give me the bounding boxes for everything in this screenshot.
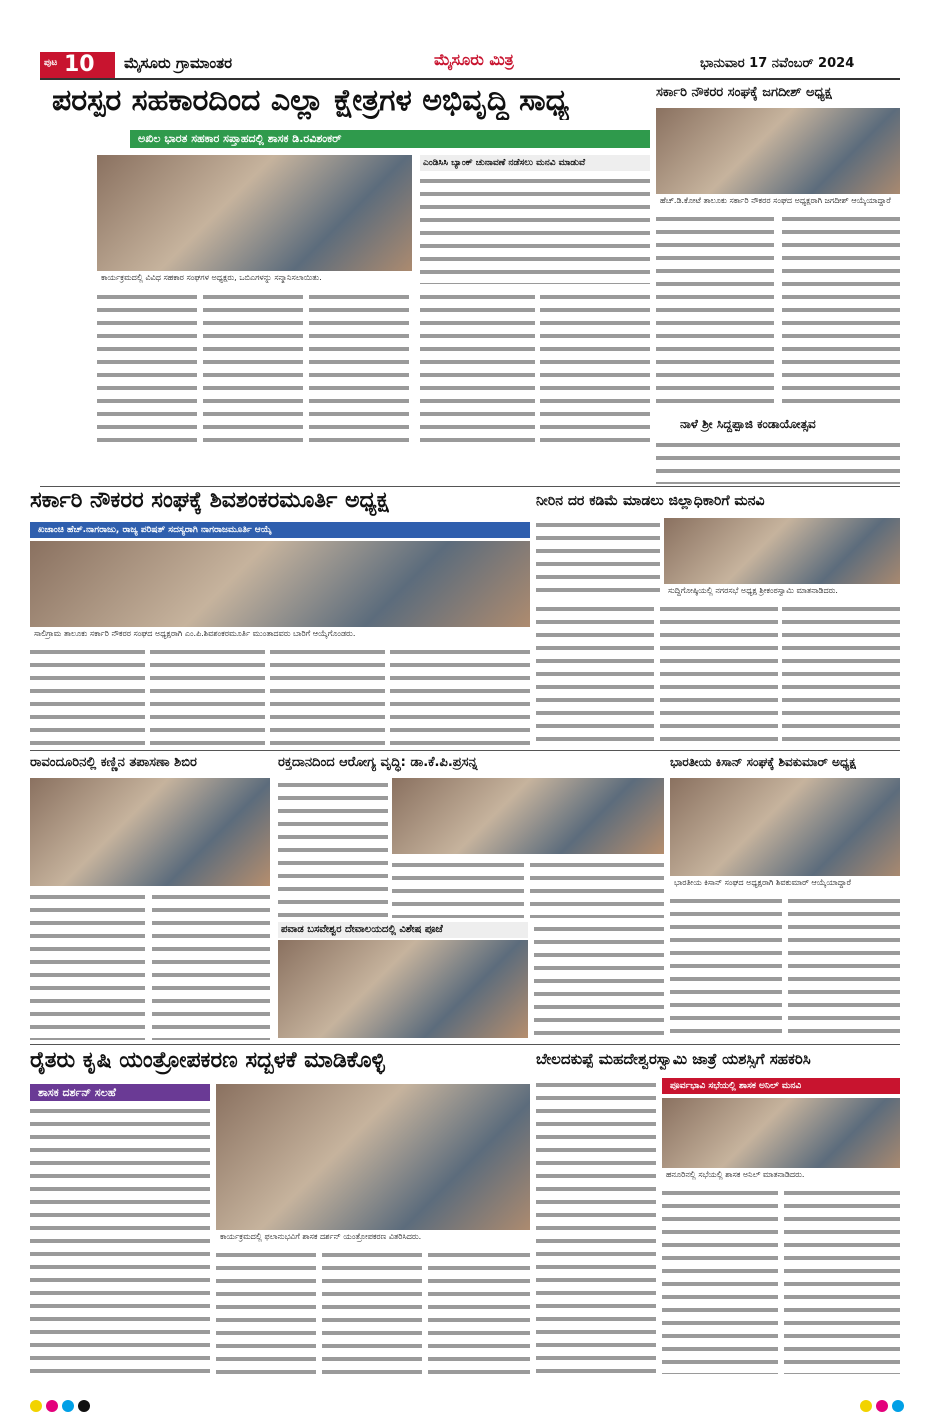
registration-mark-cyan-right <box>892 1400 904 1412</box>
text-a6-col2 <box>152 890 270 1040</box>
subhead-shivashankaramurthy: ಖಜಾಂಚಿ ಹೆಚ್.ನಾಗರಾಜು, ರಾಜ್ಯ ಪರಿಷತ್ ಸದಸ್ಯರಾಗಿ ನಾಗರಾಜಮೂರ್ತಿ ಆಯ್ಕೆ <box>30 522 530 538</box>
text-a8-col2 <box>788 894 900 1040</box>
registration-mark-yellow <box>30 1400 42 1412</box>
registration-mark-cyan <box>62 1400 74 1412</box>
caption-mahadeshwara-meeting: ಹನೂರಿನಲ್ಲಿ ಸಭೆಯಲ್ಲಿ ಶಾಸಕ ಅನಿಲ್ ಮಾತನಾಡಿದರು. <box>662 1168 900 1182</box>
text-a10-col3 <box>322 1248 422 1374</box>
text-a5-col1 <box>536 602 654 747</box>
registration-mark-black <box>78 1400 90 1412</box>
headline-siddappaji: ನಾಳೆ ಶ್ರೀ ಸಿದ್ದಪ್ಪಾಜಿ ಕಂಡಾಯೋತ್ಸವ <box>680 418 816 431</box>
text-a10-col1 <box>30 1104 210 1374</box>
subhead-agri-machinery: ಶಾಸಕ ದರ್ಶನ್ ಸಲಹೆ <box>30 1084 210 1101</box>
headline-basaveshwara: ಪವಾಡ ಬಸವೇಶ್ವರ ದೇವಾಲಯದಲ್ಲಿ ವಿಶೇಷ ಪೂಜೆ <box>278 922 528 938</box>
sidebar-title-mdcc: ಎಂಡಿಸಿಸಿ ಬ್ಯಾಂಕ್ ಚುನಾವಣೆ ನಡೆಸಲು ಮನವಿ ಮಾಡುವೆ <box>420 155 650 171</box>
text-a4-col3 <box>270 645 385 745</box>
text-a7-col3 <box>530 858 664 918</box>
text-column-1 <box>97 290 197 450</box>
divider-3 <box>30 1044 900 1045</box>
text-a4-col4 <box>390 645 530 745</box>
caption-shivashankaramurthy: ಸಾಲಿಗ್ರಾಮ ತಾಲೂಕು ಸರ್ಕಾರಿ ನೌಕರರ ಸಂಘದ ಅಧ್ಯಕ್ಷರಾಗಿ ಎಂ.ಪಿ.ಶಿವಶಂಕರಮೂರ್ತಿ ಮುಂತಾದವರು ಬಾರಿಗೆ ಆಯ್ಕೆಗೊಂಡರು. <box>30 627 530 641</box>
text-column-4 <box>420 290 535 450</box>
caption-cooperation: ಕಾರ್ಯಕ್ರಮದಲ್ಲಿ ವಿವಿಧ ಸಹಕಾರ ಸಂಘಗಳ ಅಧ್ಯಕ್ಷರು, ಒಬಿಎಗಳನ್ನು ಸನ್ಮಾನಿಸಲಾಯಿತು. <box>97 271 412 285</box>
divider-1 <box>40 486 900 487</box>
text-a4-col2 <box>150 645 265 745</box>
headline-mahadeshwara-jatre: ಬೇಲದಕುಪ್ಪೆ ಮಹದೇಶ್ವರಸ್ವಾಮಿ ಜಾತ್ರೆ ಯಶಸ್ಸಿಗೆ ಸಹಕರಿಸಿ <box>536 1052 811 1068</box>
text-a4-col1 <box>30 645 145 745</box>
headline-jagadish: ಸರ್ಕಾರಿ ನೌಕರರ ಸಂಘಕ್ಕೆ ಜಗದೀಶ್ ಅಧ್ಯಕ್ಷ <box>656 86 832 100</box>
text-column-3 <box>309 290 409 450</box>
caption-agri-machinery: ಕಾರ್ಯಕ್ರಮದಲ್ಲಿ ಫಲಾನುಭವಿಗೆ ಶಾಸಕ ದರ್ಶನ್ ಯಂತ್ರೋಪಕರಣ ವಿತರಿಸಿದರು. <box>216 1230 530 1244</box>
text-a6-col1 <box>30 890 145 1040</box>
headline-cooperation: ಪರಸ್ಪರ ಸಹಕಾರದಿಂದ ಎಲ್ಲಾ ಕ್ಷೇತ್ರಗಳ ಅಭಿವೃದ್ಧಿ ಸಾಧ್ಯ <box>52 86 570 118</box>
subhead-cooperation: ಅಖಿಲ ಭಾರತ ಸಹಕಾರ ಸಪ್ತಾಹದಲ್ಲಿ ಶಾಸಕ ಡಿ.ರವಿಶಂಕರ್ <box>130 130 650 148</box>
text-a9 <box>534 922 664 1038</box>
section-title: ಮೈಸೂರು ಗ್ರಾಮಾಂತರ <box>124 54 233 72</box>
photo-water-rate <box>664 518 900 598</box>
text-a11-col1 <box>536 1078 656 1374</box>
text-a8-col1 <box>670 894 782 1040</box>
page-number-badge <box>40 52 115 78</box>
caption-jagadish: ಹೆಚ್.ಡಿ.ಕೋಟೆ ತಾಲೂಕು ಸರ್ಕಾರಿ ನೌಕರರ ಸಂಘದ ಅಧ್ಯಕ್ಷರಾಗಿ ಜಗದೀಶ್ ಆಯ್ಕೆಯಾದ್ದಾರೆ <box>656 194 900 208</box>
photo-agri-machinery <box>216 1084 530 1244</box>
text-a7-col1 <box>278 778 388 918</box>
text-a10-col2 <box>216 1248 316 1374</box>
photo-blood-donation <box>392 778 664 854</box>
headline-water-rate: ನೀರಿನ ದರ ಕಡಿಮೆ ಮಾಡಲು ಜಿಲ್ಲಾಧಿಕಾರಿಗೆ ಮನವಿ <box>536 494 765 509</box>
registration-mark-magenta-right <box>876 1400 888 1412</box>
photo-jagadish <box>656 108 900 208</box>
photo-shivashankaramurthy <box>30 541 530 641</box>
text-column-5 <box>540 290 650 450</box>
photo-eye-camp <box>30 778 270 886</box>
text-a7-col2 <box>392 858 524 918</box>
headline-agri-machinery: ರೈತರು ಕೃಷಿ ಯಂತ್ರೋಪಕರಣ ಸದ್ಬಳಕೆ ಮಾಡಿಕೊಳ್ಳಿ <box>30 1050 385 1073</box>
issue-date: ಭಾನುವಾರ 17 ನವೆಂಬರ್ 2024 <box>700 56 855 71</box>
photo-kisan-sangha <box>670 778 900 890</box>
headline-blood-donation: ರಕ್ತದಾನದಿಂದ ಆರೋಗ್ಯ ವೃದ್ಧಿ: ಡಾ.ಕೆ.ಪಿ.ಪ್ರಸನ್ನ <box>278 756 478 770</box>
text-column-2 <box>203 290 303 450</box>
text-column-jagadish-2 <box>782 212 900 412</box>
subhead-mahadeshwara-jatre: ಪೂರ್ವಭಾವಿ ಸಭೆಯಲ್ಲಿ ಶಾಸಕ ಅನಿಲ್ ಮನವಿ <box>662 1078 900 1094</box>
divider-2 <box>30 750 900 751</box>
photo-basaveshwara <box>278 940 528 1038</box>
headline-kisan-sangha: ಭಾರತೀಯ ಕಿಸಾನ್ ಸಂಘಕ್ಕೆ ಶಿವಕುಮಾರ್ ಅಧ್ಯಕ್ಷ <box>670 756 856 769</box>
registration-mark-yellow-right <box>860 1400 872 1412</box>
headline-shivashankaramurthy: ಸರ್ಕಾರಿ ನೌಕರರ ಸಂಘಕ್ಕೆ ಶಿವಶಂಕರಮೂರ್ತಿ ಅಧ್ಯಕ್ಷ <box>30 490 389 513</box>
text-column-jagadish-1 <box>656 212 774 412</box>
photo-mahadeshwara-meeting <box>662 1098 900 1182</box>
headline-eye-camp: ರಾವಂದೂರಿನಲ್ಲಿ ಕಣ್ಣಿನ ತಪಾಸಣಾ ಶಿಬಿರ <box>30 756 197 770</box>
text-a5-intro <box>536 518 660 598</box>
paper-name: ಮೈಸೂರು ಮಿತ್ರ <box>434 50 514 69</box>
text-a11-col3 <box>784 1186 900 1374</box>
text-block-mdcc <box>420 174 650 284</box>
text-a5-col2 <box>660 602 778 747</box>
text-a10-col4 <box>428 1248 530 1374</box>
photo-cooperation-felicitation <box>97 155 412 285</box>
caption-kisan-sangha: ಭಾರತೀಯ ಕಿಸಾನ್ ಸಂಘದ ಅಧ್ಯಕ್ಷರಾಗಿ ಶಿವಕುಮಾರ್ ಆಯ್ಕೆಯಾದ್ದಾರೆ <box>670 876 900 890</box>
text-siddappaji <box>656 438 900 484</box>
text-a5-col3 <box>782 602 900 747</box>
caption-water-rate: ಸುದ್ದಿಗೋಷ್ಠಿಯಲ್ಲಿ ನಗರಸಭೆ ಅಧ್ಯಕ್ಷ ಶ್ರೀಕಂಠಸ್ವಾಮಿ ಮಾತನಾಡಿದರು. <box>664 584 900 598</box>
page-number: 10 <box>64 52 95 77</box>
text-a11-col2 <box>662 1186 778 1374</box>
registration-mark-magenta <box>46 1400 58 1412</box>
page-label: ಪುಟ <box>44 58 58 68</box>
